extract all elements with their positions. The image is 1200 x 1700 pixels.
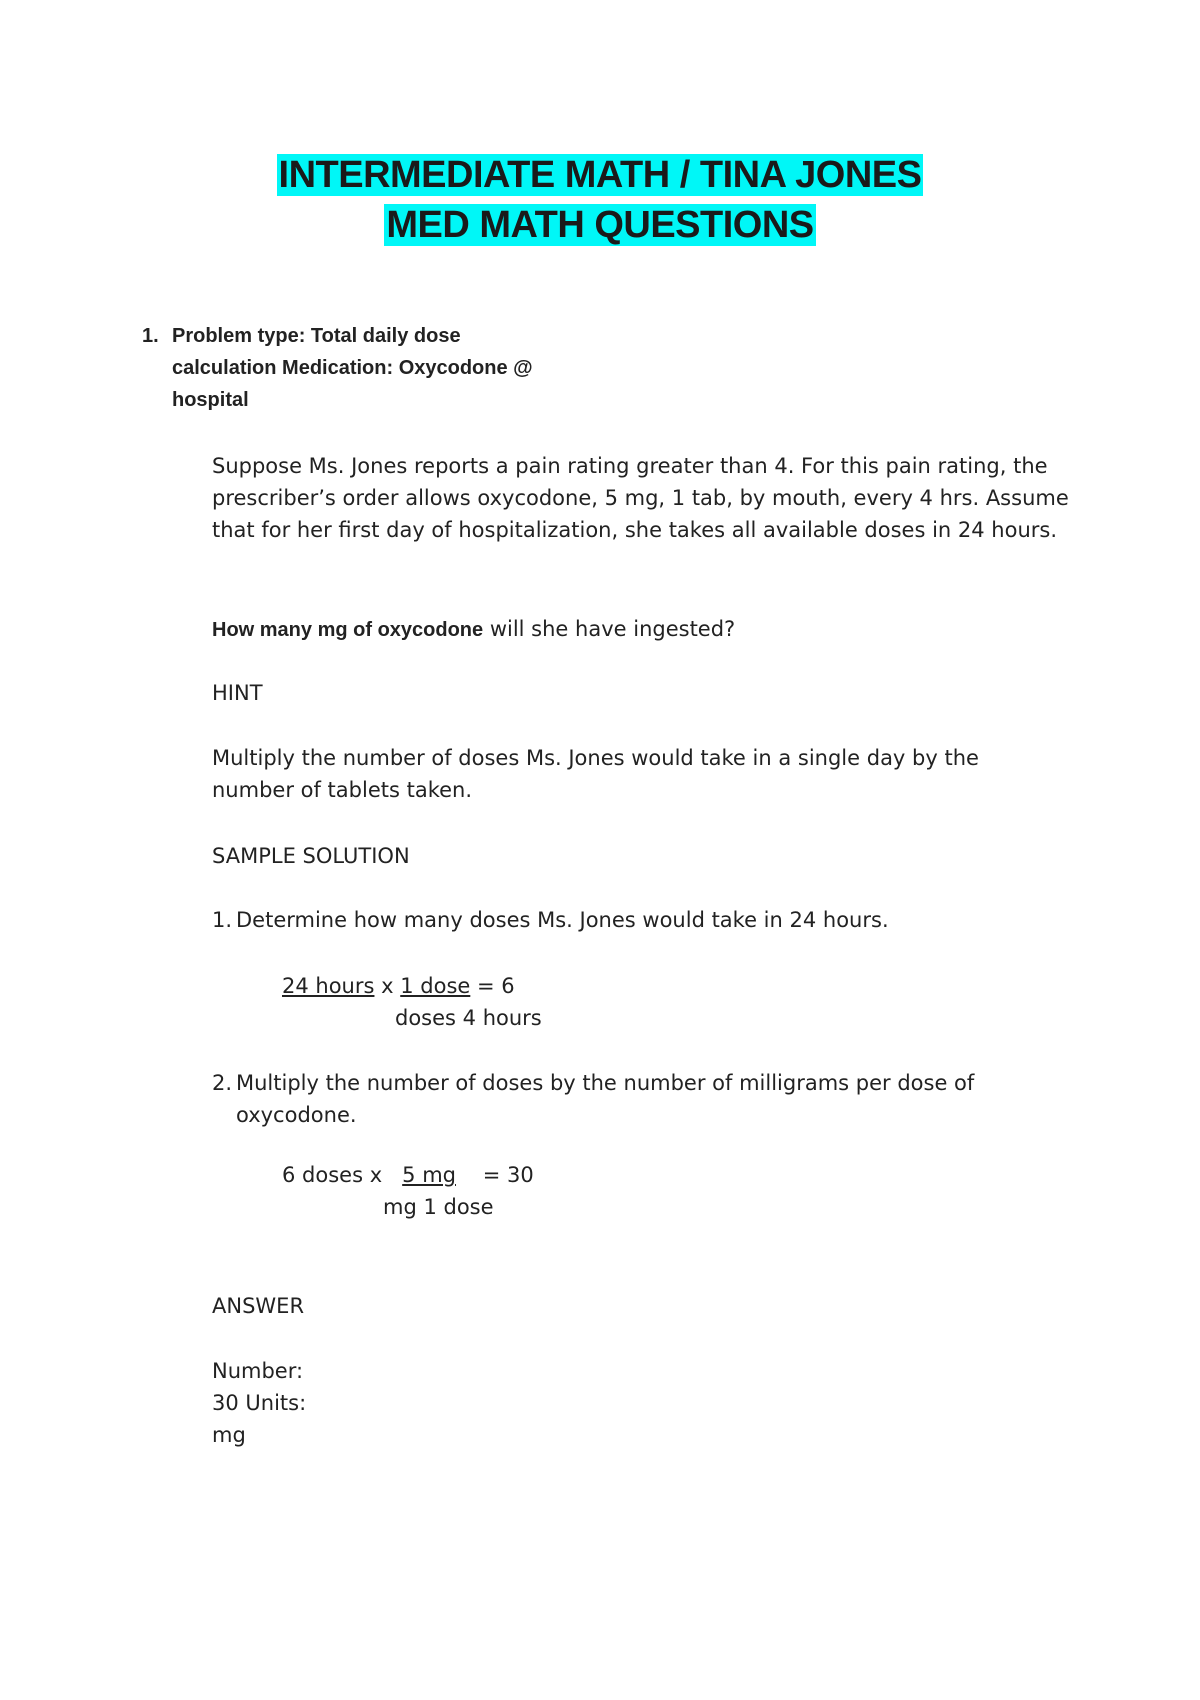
question-rest: will she have ingested?	[483, 617, 736, 641]
problem-heading-line-3: hospital	[172, 389, 249, 411]
answer-label: ANSWER	[212, 1294, 305, 1318]
calc-2-term-1: 6 doses x	[282, 1163, 383, 1187]
problem-heading-text-1: Problem type: Total daily dose	[172, 325, 461, 347]
step-2-text-cont: oxycodone.	[236, 1103, 357, 1127]
problem-heading-line-1	[142, 320, 533, 352]
calculation-1-line-2: doses 4 hours	[395, 1006, 542, 1030]
calc-2-term-2: 5 mg	[402, 1163, 456, 1187]
problem-heading	[142, 320, 533, 416]
hint-label: HINT	[212, 681, 263, 705]
calc-1-operator: x	[374, 974, 401, 998]
document-title	[0, 150, 1200, 250]
calculation-2-line-1	[282, 1159, 534, 1191]
answer-line-1: Number:	[212, 1359, 304, 1383]
problem-number: 1.	[142, 325, 159, 347]
sample-solution-label: SAMPLE SOLUTION	[212, 844, 410, 868]
answer-line-3: mg	[212, 1423, 246, 1447]
title-line-2: MED MATH QUESTIONS	[386, 204, 814, 246]
problem-paragraph: Suppose Ms. Jones reports a pain rating greater than 4. For this pain rating, the prescriber’s order allows oxycodone, 5 mg, 1 tab, by mouth, every 4 hrs. Assume that for her first day of hospitalization, she takes all available doses in 24 hours.	[212, 454, 1069, 542]
hint-text: Multiply the number of doses Ms. Jones would take in a single day by the number of tablets taken.	[212, 746, 979, 802]
step-2-text: Multiply the number of doses by the number of milligrams per dose of	[236, 1071, 975, 1095]
calc-2-result: = 30	[482, 1163, 534, 1187]
solution-step-1	[212, 904, 889, 936]
solution-step-2	[212, 1067, 1012, 1131]
answer-line-2: 30 Units:	[212, 1391, 307, 1415]
calculation-1-line-1	[282, 970, 515, 1002]
calc-1-term-2: 1 dose	[400, 974, 471, 998]
step-1-text: Determine how many doses Ms. Jones would take in 24 hours.	[236, 908, 889, 932]
question-bold: How many mg of oxycodone	[212, 619, 484, 641]
step-2-number: 2.	[212, 1071, 233, 1095]
calculation-2-line-2: mg 1 dose	[383, 1195, 494, 1219]
calc-1-result: = 6	[477, 974, 515, 998]
answer-block	[212, 1355, 306, 1451]
problem-heading-line-2: calculation Medication: Oxycodone @	[172, 357, 533, 379]
problem-question	[212, 613, 735, 646]
title-line-1: INTERMEDIATE MATH / TINA JONES	[278, 154, 922, 196]
calc-1-term-1: 24 hours	[282, 974, 375, 998]
step-1-number: 1.	[212, 908, 233, 932]
